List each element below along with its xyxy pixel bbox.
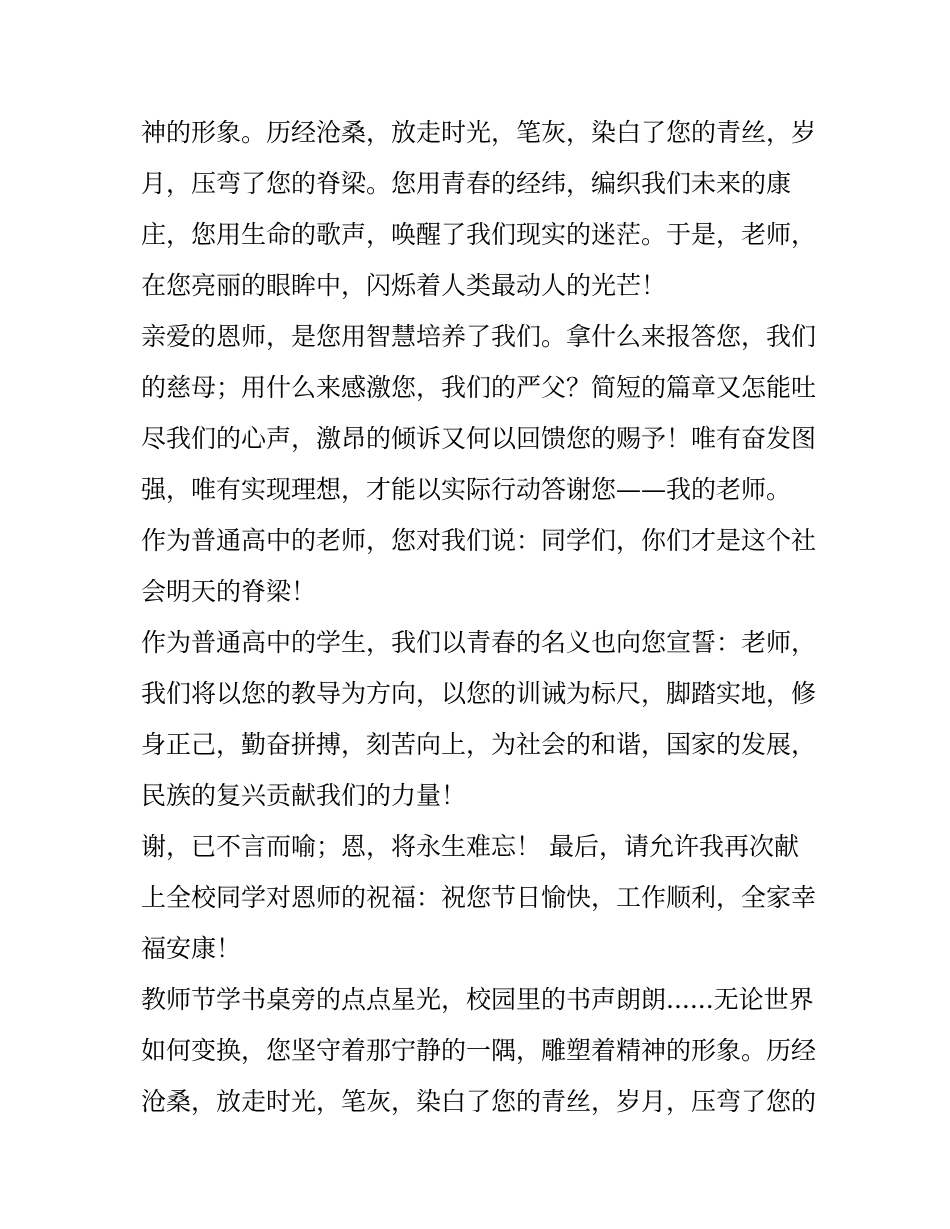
text-line: 会明天的脊梁！ (141, 577, 317, 606)
text-line: 如何变换，您坚守着那宁静的一隅，雕塑着精神的形象。历经 (141, 1036, 816, 1065)
text-line: 庄，您用生命的歌声，唤醒了我们现实的迷茫。于是，老师， (141, 220, 816, 249)
text-line: 教师节学书桌旁的点点星光，校园里的书声朗朗......无论世界 (141, 985, 814, 1014)
text-line: 民族的复兴贡献我们的力量！ (141, 781, 467, 810)
text-line: 尽我们的心声，激昂的倾诉又何以回馈您的赐予！唯有奋发图 (141, 424, 816, 453)
text-line: 作为普通高中的老师，您对我们说：同学们，你们才是这个社 (141, 526, 816, 555)
text-line: 的慈母；用什么来感激您，我们的严父？简短的篇章又怎能吐 (141, 373, 816, 402)
text-line: 作为普通高中的学生，我们以青春的名义也向您宣誓：老师， (141, 628, 816, 657)
text-line: 在您亮丽的眼眸中，闪烁着人类最动人的光芒！ (141, 271, 667, 300)
text-line: 强，唯有实现理想，才能以实际行动答谢您——我的老师。 (141, 475, 792, 504)
text-line: 福安康！ (141, 934, 242, 963)
text-line: 沧桑，放走时光，笔灰，染白了您的青丝，岁月，压弯了您的 (141, 1087, 816, 1116)
text-line: 身正己，勤奋拼搏，刻苦向上，为社会的和谐，国家的发展， (141, 730, 816, 759)
text-line: 月，压弯了您的脊梁。您用青春的经纬，编织我们未来的康 (141, 169, 792, 198)
text-line: 亲爱的恩师，是您用智慧培养了我们。拿什么来报答您，我们 (141, 322, 816, 351)
document-body (141, 107, 816, 1127)
text-line: 我们将以您的教导为方向，以您的训诫为标尺，脚踏实地，修 (141, 679, 816, 708)
text-line: 上全校同学对恩师的祝福：祝您节日愉快，工作顺利，全家幸 (141, 883, 816, 912)
text-line: 谢，已不言而喻；恩，将永生难忘！ 最后，请允许我再次献 (141, 832, 799, 861)
text-line: 神的形象。历经沧桑，放走时光，笔灰，染白了您的青丝，岁 (141, 118, 816, 147)
